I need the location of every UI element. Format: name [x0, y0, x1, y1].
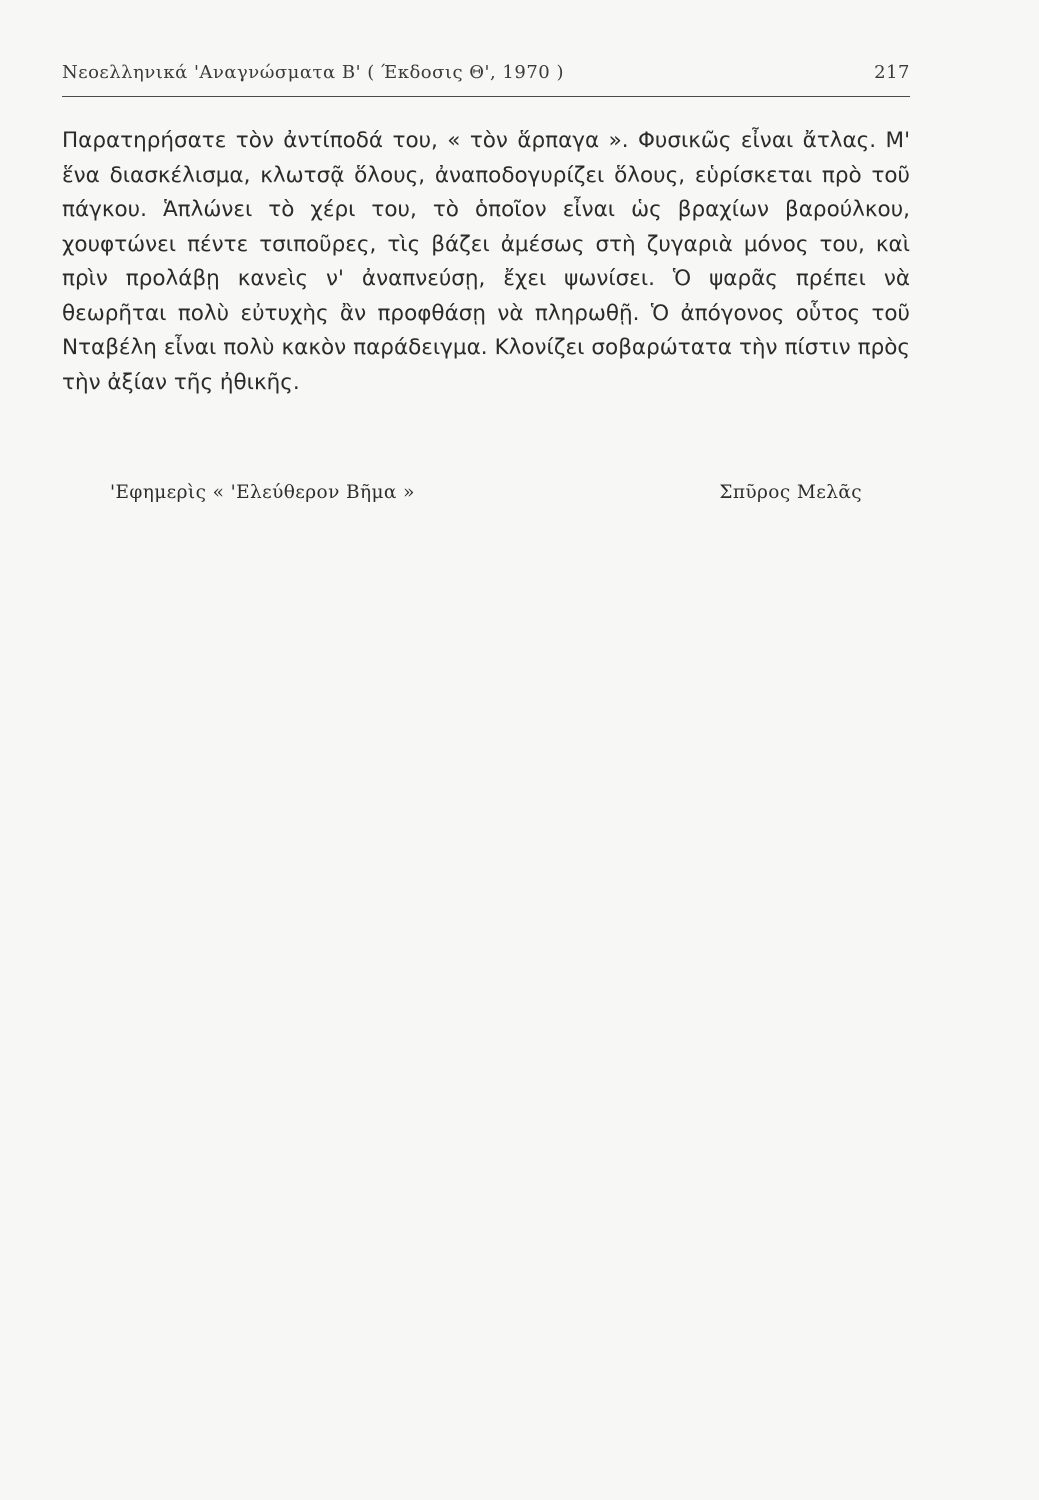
book-title: Νεοελληνικά 'Αναγνώσματα Β' ( Έκδοσις Θ', 1970 )	[62, 62, 564, 83]
author-name: Σπῦρος Μελᾶς	[719, 482, 862, 503]
running-header	[62, 62, 910, 92]
header-rule	[62, 96, 910, 97]
signature-line	[110, 482, 862, 512]
page-number: 217	[874, 62, 910, 83]
newspaper-source: 'Εφημερὶς « 'Ελεύθερον Βῆμα »	[110, 482, 415, 503]
body-paragraph: Παρατηρήσατε τὸν ἀντίποδά του, « τὸν ἅρπαγα ». Φυσικῶς εἶναι ἄτλας. Μ' ἕνα διασκέλισμα, κλωτσᾷ ὅλους, ἀναποδογυρίζει ὅλους, εὑρίσκεται πρὸ τοῦ πάγκου. Ἁπλώνει τὸ χέρι του, τὸ ὁποῖον εἶναι ὡς βραχίων βαρούλκου, χουφτώνει πέντε τσιποῦρες, τὶς βάζει ἀμέσως στὴ ζυγαριὰ μόνος του, καὶ πρὶν προλάβῃ κανεὶς ν' ἀναπνεύσῃ, ἔχει ψωνίσει. Ὁ ψαρᾶς πρέπει νὰ θεωρῆται πολὺ εὐτυχὴς ἂν προφθάσῃ νὰ πληρωθῇ. Ὁ ἀπόγονος οὗτος τοῦ Νταβέλη εἶναι πολὺ κακὸν παράδειγμα. Κλονίζει σοβαρώτατα τὴν πίστιν πρὸς τὴν ἀξίαν τῆς ἠθικῆς.	[62, 128, 910, 395]
